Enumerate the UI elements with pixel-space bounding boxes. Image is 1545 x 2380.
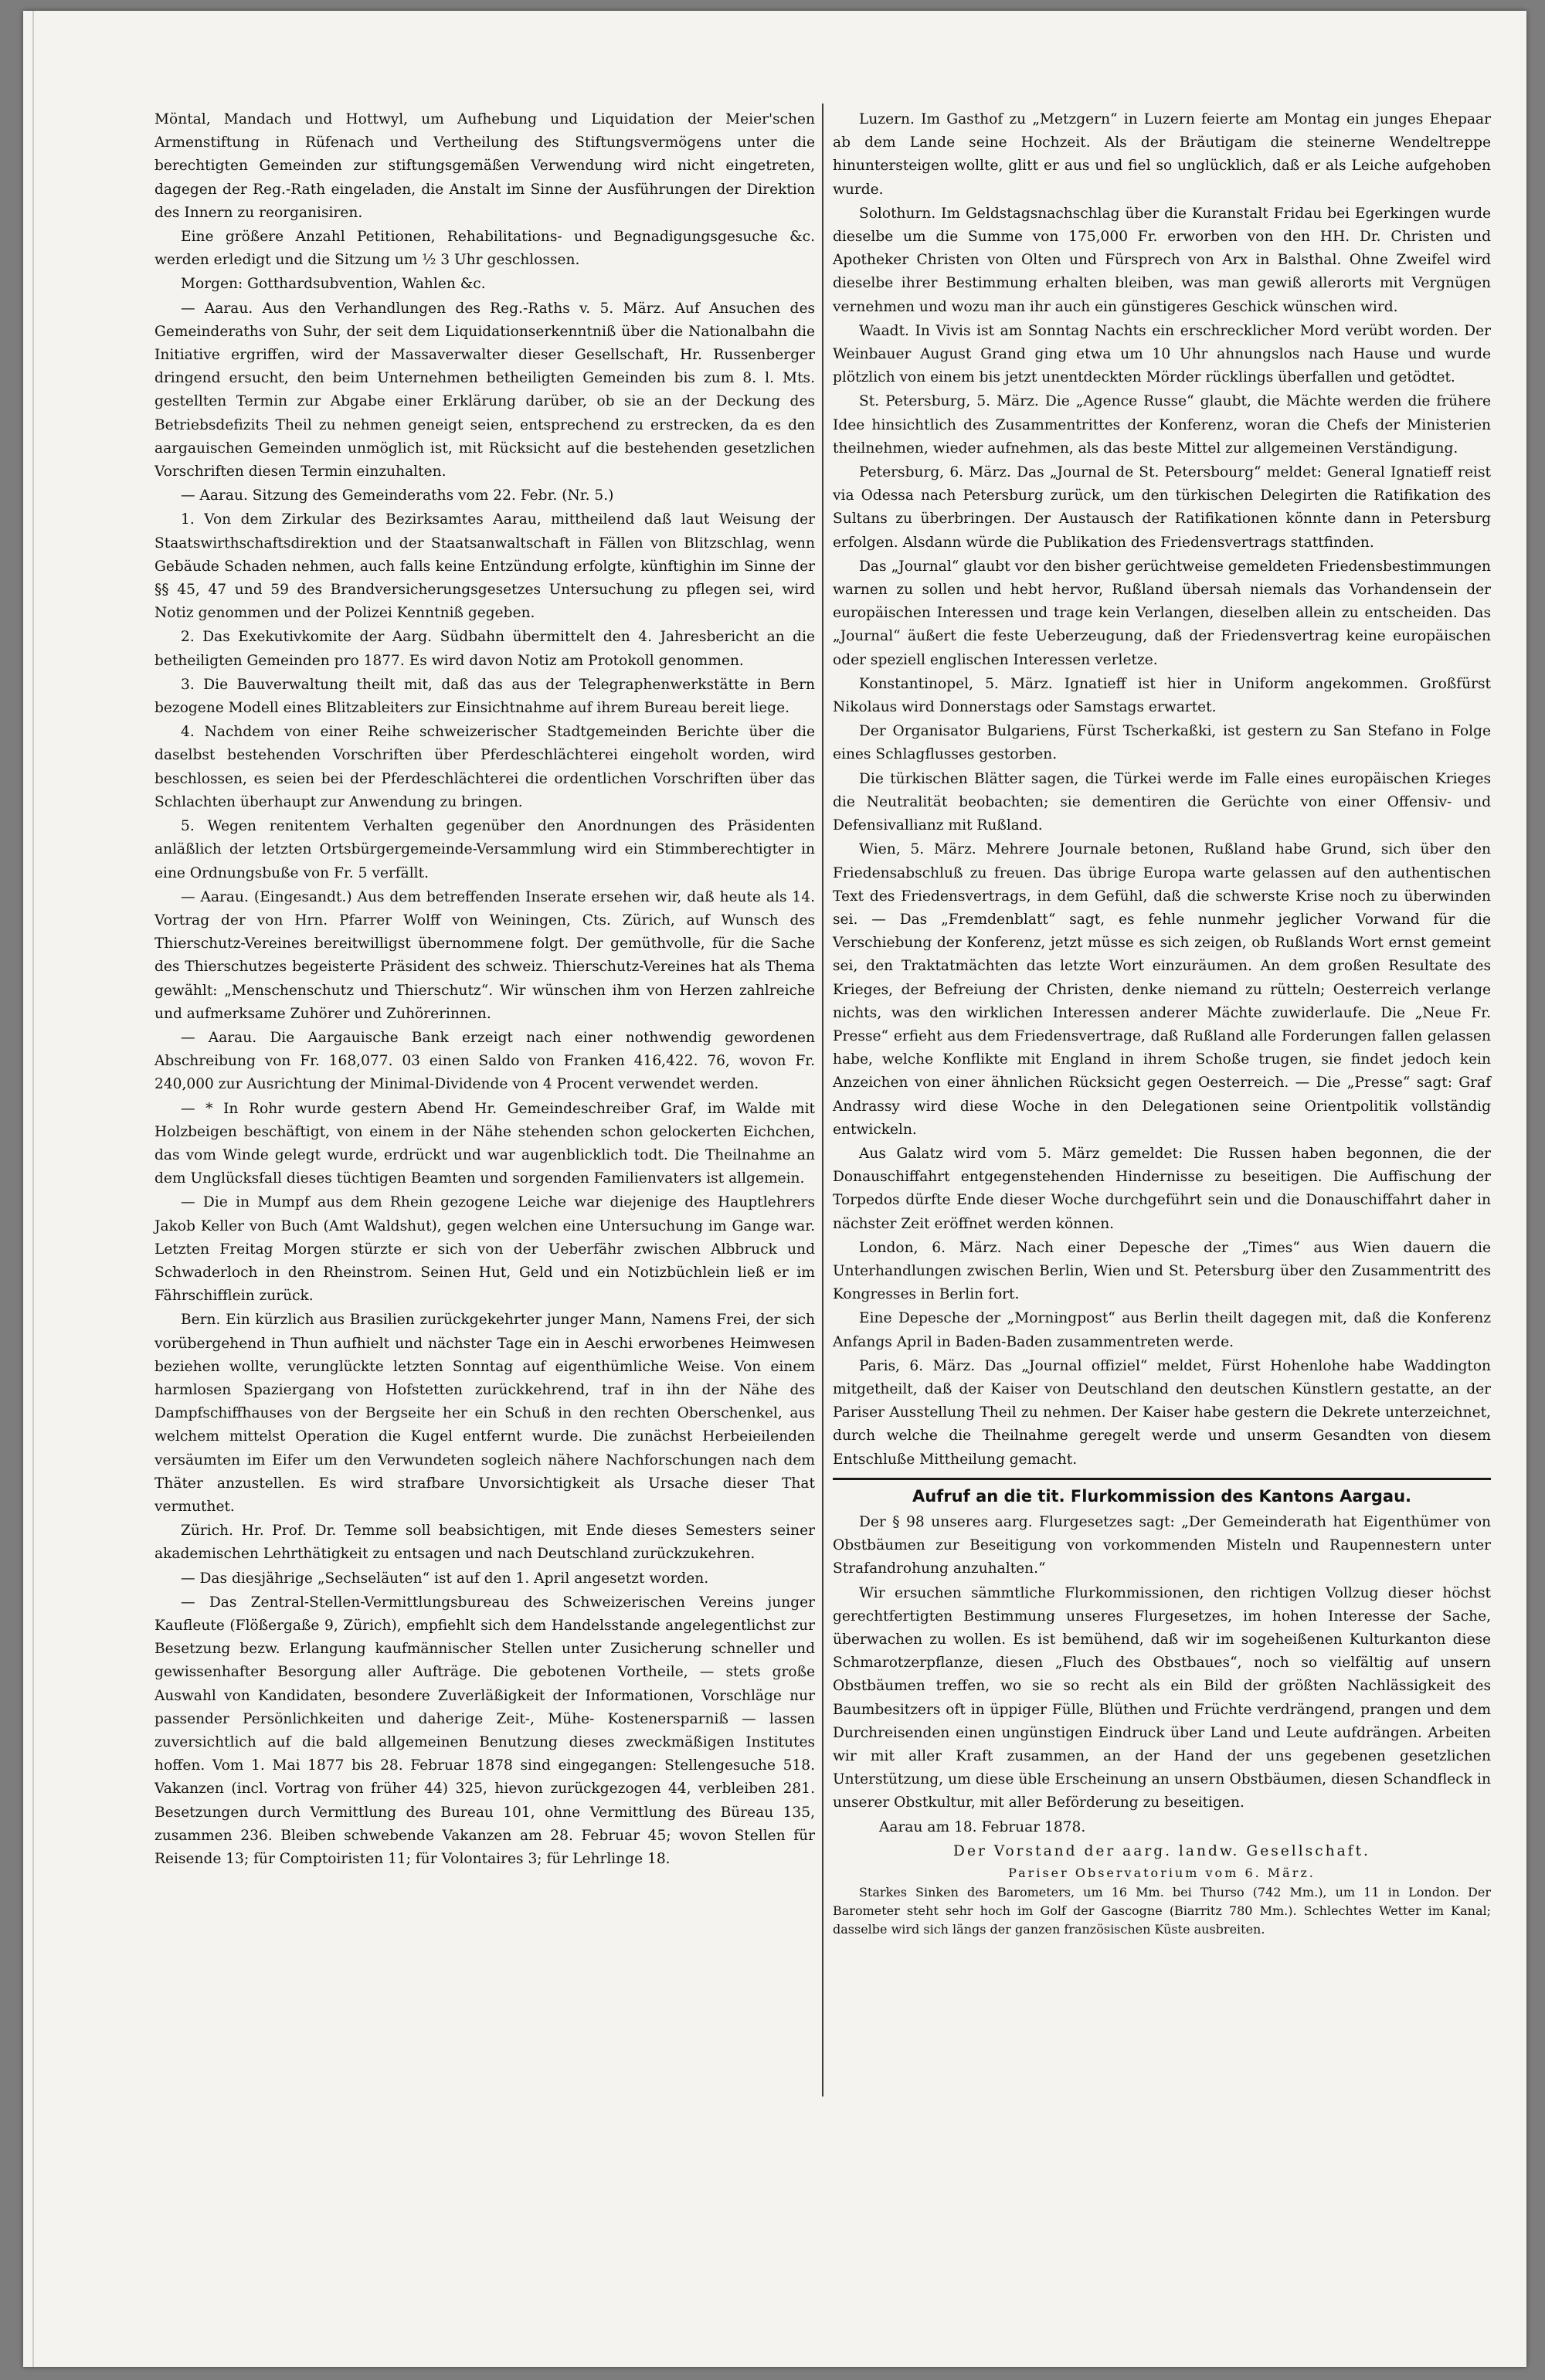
- column-divider: [822, 104, 823, 2097]
- article-paragraph: Bern. Ein kürzlich aus Brasilien zurückgekehrter junger Mann, Namens Frei, der sich vorübergehend in Thun aufhielt und nächster Tage ein in Aeschi erworbenes Heimwesen beziehen wollte, verunglückte letzten Sonntag auf eigenthümliche Weise. Von einem harmlosen Spaziergang von Hofstetten zurückkehrend, traf in ihn der Nähe des Dampfschiffhauses von der Bergseite her ein Schuß in den rechten Oberschenkel, aus welchem mittelst Operation die Kugel entfernt wurde. Die zunächst Herbeieilenden versäumten im Eifer um den Verwundeten sogleich nähere Nachforschungen nach dem Thäter anzustellen. Es wird strafbare Unvorsichtigkeit als Ursache dieser That vermuthet.: [154, 1312, 815, 1515]
- appeal-signature: Der Vorstand der aarg. landw. Gesellschaft.: [953, 1842, 1370, 1859]
- article-paragraph: Wien, 5. März. Mehrere Journale betonen, Rußland habe Grund, sich über den Friedensabschluß zu freuen. Das übrige Europa warte gelassen auf den authentischen Text des Friedensvertrags, in dem Gefühl, daß die schwerste Krise noch zu überwinden sei. — Das „Fremdenblatt“ sagt, es fehle nunmehr jeglicher Vorwand für die Verschiebung der Konferenz, jetzt müsse es sich zeigen, ob Rußlands Wort ernst gemeint sei, den Traktatmächten das letzte Wort einzuräumen. An dem großen Resultate des Krieges, der Befreiung der Christen, denke niemand zu rütteln; Oesterreich verlange nichts, was den wirklichen Interessen anderer Mächte zuwiderlaufe. Die „Neue Fr. Presse“ erfieht aus dem Friedensvertrage, daß Rußland alle Forderungen fallen gelassen habe, welche Konflikte mit England in ihrem Schoße trugen, sie findet jedoch kein Anzeichen von einer ähnlichen Rücksicht gegen Oesterreich. — Die „Presse“ sagt: Graf Andrassy wird diese Woche in den Delegationen seine Orientpolitik vollständig entwickeln.: [833, 841, 1491, 1138]
- article-paragraph: — Die in Mumpf aus dem Rhein gezogene Leiche war diejenige des Hauptlehrers Jakob Keller von Buch (Amt Waldshut), gegen welchen eine Untersuchung im Gange war. Letzten Freitag Morgen stürzte er sich von der Ueberfähr zwischen Albbruck und Schwaderloch in den Rheinstrom. Seinen Hut, Geld und ein Notizbüchlein ließ er im Fährschifflein zurück.: [154, 1194, 815, 1305]
- article-paragraph: — Aarau. (Eingesandt.) Aus dem betreffenden Inserate ersehen wir, daß heute als 14. Vortrag der von Hrn. Pfarrer Wolff von Weiningen, Cts. Zürich, auf Wunsch des Thierschutz-Vereines bereitwilligst übernommene folgt. Der gemüthvolle, für die Sache des Thierschutzes begeisterte Präsident des schweiz. Thierschutz-Vereines hat als Thema gewählt: „Menschenschutz und Thierschutz“. Wir wünschen ihm von Herzen zahlreiche und aufmerksame Zuhörer und Zuhörerinnen.: [154, 888, 815, 1022]
- article-paragraph: Eine größere Anzahl Petitionen, Rehabilitations- und Begnadigungsgesuche &c. werden erledigt und die Sitzung um ½ 3 Uhr geschlossen.: [154, 229, 815, 269]
- article-paragraph: Morgen: Gotthardsubvention, Wahlen &c.: [181, 276, 486, 293]
- article-paragraph: 3. Die Bauverwaltung theilt mit, daß das aus der Telegraphenwerkstätte in Bern bezogene Modell eines Blitzableiters zur Einsichtnahme auf ihrem Bureau bereit liege.: [154, 676, 815, 717]
- article-paragraph: Konstantinopel, 5. März. Ignatieff ist hier in Uniform angekommen. Großfürst Nikolaus wird Donnerstags oder Samstags erwartet.: [833, 675, 1491, 716]
- article-paragraph: Paris, 6. März. Das „Journal offiziel“ meldet, Fürst Hohenlohe habe Waddington mitgetheilt, daß der Kaiser von Deutschland den deutschen Künstlern gestatte, an der Pariser Ausstellung Theil zu nehmen. Der Kaiser habe gestern die Dekrete unterzeichnet, durch welche die Theilnahme geregelt werde und unserm Gesandten von diesem Entschluße Mittheilung gemacht.: [833, 1357, 1491, 1468]
- page-edge-rule: [32, 11, 34, 2367]
- article-paragraph: St. Petersburg, 5. März. Die „Agence Russe“ glaubt, die Mächte werden die frühere Idee hinsichtlich des Zusammentrittes der Konferenz, woran die Chefs der Ministerien theilnehmen, wieder aufnehmen, als das beste Mittel zur allgemeinen Verständigung.: [833, 393, 1491, 457]
- article-paragraph: Eine Depesche der „Morningpost“ aus Berlin theilt dagegen mit, daß die Konferenz Anfangs April in Baden-Baden zusammentreten werde.: [833, 1310, 1491, 1350]
- appeal-place-date: Aarau am 18. Februar 1878.: [879, 1818, 1086, 1835]
- observatory-text: Starkes Sinken des Barometers, um 16 Mm. bei Thurso (742 Mm.), um 11 in London. Der Barometer steht sehr hoch im Golf der Gascogne (Biarritz 780 Mm.). Schlechtes Wetter im Kanal; dasselbe wird sich längs der ganzen französischen Küste ausbreiten.: [833, 1885, 1491, 1937]
- article-paragraph: — Aarau. Sitzung des Gemeinderaths vom 22. Febr. (Nr. 5.): [181, 487, 614, 504]
- article-paragraph: Möntal, Mandach und Hottwyl, um Aufhebung und Liquidation der Meier'schen Armenstiftung in Rüfenach und Vertheilung des Stiftungsvermögens unter die berechtigten Gemeinden zur stiftungsgemäßen Verwendung wird nicht eingetreten, dagegen der Reg.-Rath eingeladen, die Anstalt im Sinne der Ausführungen der Direktion des Innern zu reorganisiren.: [154, 111, 815, 221]
- appeal-paragraph: Wir ersuchen sämmtliche Flurkommissionen, den richtigen Vollzug dieser höchst gerechtfertigten Bestimmung unseres Flurgesetzes, im hohen Interesse der Sache, überwachen zu wollen. Es ist bemühend, daß wir im sogeheißenen Kulturkanton diese Schmarotzerpflanze, diesen „Fluch des Obstbaues“, noch so vielfältig auf unsern Obstbäumen treffen, wo sie so recht als ein Bild der größten Nachlässigkeit des Baumbesitzers oft in üppiger Fülle, Blüthen und Früchte verdrängend, prangen und dem Durchreisenden einen ungünstigen Eindruck über Land und Leute aufdrängen. Arbeiten wir mit aller Kraft zusammen, an der Hand der uns gegebenen gesetzlichen Unterstützung, um diese üble Erscheinung an unsern Obstbäumen, diesen Schandfleck in unserer Obstkultur, mit aller Beförderung zu beseitigen.: [833, 1584, 1491, 1811]
- article-paragraph: Die türkischen Blätter sagen, die Türkei werde im Falle eines europäischen Krieges die Neutralität beobachten; sie dementiren die Gerüchte von einer Offensiv- und Defensivallianz mit Rußland.: [833, 770, 1491, 834]
- article-paragraph: — Aarau. Die Aargauische Bank erzeigt nach einer nothwendig gewordenen Abschreibung von Fr. 168,077. 03 einen Saldo von Franken 416,422. 76, wovon Fr. 240,000 zur Ausrichtung der Minimal-Dividende von 4 Procent verwendet werden.: [154, 1029, 815, 1093]
- article-paragraph: 4. Nachdem von einer Reihe schweizerischer Stadtgemeinden Berichte über die daselbst bestehenden Vorschriften über Pferdeschlächterei eingeholt worden, wird beschlossen, es seien bei der Pferdeschlächterei die ordentlichen Vorschriften über das Schlachten überhaupt zur Anwendung zu bringen.: [154, 724, 815, 810]
- article-paragraph: 1. Von dem Zirkular des Bezirksamtes Aarau, mittheilend daß laut Weisung der Staatswirthschaftsdirektion und der Staatsanwaltschaft in Fällen von Blitzschlag, wenn Gebäude Schaden nehmen, auch falls keine Entzündung erfolgte, künftighin im Sinne der §§ 45, 47 und 59 des Brandversicherungsgesetzes Untersuchung zu pflegen sei, wird Notiz genommen und der Polizei Kenntniß gegeben.: [154, 511, 815, 622]
- appeal-paragraph: Der § 98 unseres aarg. Flurgesetzes sagt: „Der Gemeinderath hat Eigenthümer von Obstbäumen zur Beseitigung von vorkommenden Misteln und Raupennestern unter Strafandrohung anzuhalten.“: [833, 1513, 1491, 1577]
- article-paragraph: Waadt. In Vivis ist am Sonntag Nachts ein erschrecklicher Mord verübt worden. Der Weinbauer August Grand ging etwa um 10 Uhr ahnungslos nach Hause und wurde plötzlich von einem bis jetzt unentdeckten Mörder rücklings überfallen und getödtet.: [833, 322, 1491, 386]
- appeal-title: Aufruf an die tit. Flurkommission des Kantons Aargau.: [912, 1486, 1412, 1506]
- article-paragraph: Solothurn. Im Geldstagsnachschlag über die Kuranstalt Fridau bei Egerkingen wurde dieselbe um die Summe von 175,000 Fr. erworben von den HH. Dr. Christen und Apotheker Christen von Olten und Fürsprech von Arx in Balsthal. Ohne Zweifel wird dieselbe ihrer Bestimmung erhalten bleiben, was man gewiß allerorts mit Vergnügen vernehmen und wozu man ihr auch ein günstigeres Geschick wünschen wird.: [833, 205, 1491, 315]
- article-paragraph: London, 6. März. Nach einer Depesche der „Times“ aus Wien dauern die Unterhandlungen zwischen Berlin, Wien und St. Petersburg über den Zusammentritt des Kongresses in Berlin fort.: [833, 1239, 1491, 1303]
- observatory-title: Pariser Observatorium vom 6. März.: [1008, 1866, 1316, 1881]
- article-paragraph: — * In Rohr wurde gestern Abend Hr. Gemeindeschreiber Graf, im Walde mit Holzbeigen beschäftigt, von einem in der Nähe stehenden schon gelockerten Eichchen, das vom Winde gelegt wurde, erdrückt und war augenblicklich todt. Die Theilnahme an dem Unglücksfall dieses tüchtigen Beamten und sorgenden Familienvaters ist allgemein.: [154, 1100, 815, 1187]
- article-paragraph: 2. Das Exekutivkomite der Aarg. Südbahn übermittelt den 4. Jahresbericht an die betheiligten Gemeinden pro 1877. Es wird davon Notiz am Protokoll genommen.: [154, 629, 815, 669]
- article-paragraph: Luzern. Im Gasthof zu „Metzgern“ in Luzern feierte am Montag ein junges Ehepaar ab dem Lande seine Hochzeit. Als der Bräutigam die steinerne Wendeltreppe hinuntersteigen wollte, glitt er aus und fiel so unglücklich, daß er als Leiche aufgehoben wurde.: [833, 111, 1491, 198]
- article-paragraph: Der Organisator Bulgariens, Fürst Tscherkaßki, ist gestern zu San Stefano in Folge eines Schlagflusses gestorben.: [833, 723, 1491, 763]
- article-paragraph: Aus Galatz wird vom 5. März gemeldet: Die Russen haben begonnen, die der Donauschiffahrt entgegenstehenden Hindernisse zu beseitigen. Die Auffischung der Torpedos dürfte Ende dieser Woche durchgeführt sein und die Donauschiffahrt daher in nächster Zeit eröffnet werden können.: [833, 1145, 1491, 1232]
- article-paragraph: Zürich. Hr. Prof. Dr. Temme soll beabsichtigen, mit Ende dieses Semesters seiner akademischen Lehrthätigkeit zu entsagen und nach Deutschland zurückzukehren.: [154, 1523, 815, 1563]
- article-paragraph: Das „Journal“ glaubt vor den bisher gerüchtweise gemeldeten Friedensbestimmungen warnen zu sollen und hebt hervor, Rußland übersah niemals das Vorhandensein der europäischen Interessen und trage kein Verlangen, dieselben allein zu entscheiden. Das „Journal“ äußert die feste Ueberzeugung, daß der Friedensvertrag keine europäischen oder speziell englischen Interessen verletze.: [833, 558, 1491, 668]
- article-paragraph: Petersburg, 6. März. Das „Journal de St. Petersbourg“ meldet: General Ignatieff reist via Odessa nach Petersburg zurück, um den türkischen Delegirten die Ratifikation des Sultans zu überbringen. Der Austausch der Ratifikationen könnte dann in Petersburg erfolgen. Alsdann würde die Publikation des Friedensvertrags stattfinden.: [833, 464, 1491, 551]
- left-column: [154, 108, 815, 1872]
- newspaper-page: [23, 11, 1526, 2367]
- article-paragraph: — Das diesjährige „Sechseläuten“ ist auf den 1. April angesetzt worden.: [181, 1570, 709, 1587]
- right-column: [833, 108, 1491, 1940]
- article-paragraph: — Aarau. Aus den Verhandlungen des Reg.-Raths v. 5. März. Auf Ansuchen des Gemeinderaths von Suhr, der seit dem Liquidationserkenntniß über die Nationalbahn die Initiative ergriffen, wird der Massaverwalter dieser Gesellschaft, Hr. Russenberger dringend ersucht, den beim Unternehmen betheiligten Gemeinden bis zum 8. l. Mts. gestellten Termin zur Abgabe einer Erklärung darüber, ob sie an der Deckung des Betriebsdefizits Theil zu nehmen geneigt seien, entsprechend zu erstrecken, da es den aargauischen Gemeinden unmöglich ist, mit Rücksicht auf die bestehenden gesetzlichen Vorschriften diesen Termin einzuhalten.: [154, 300, 815, 480]
- appeal-rule: [833, 1478, 1491, 1480]
- article-paragraph: — Das Zentral-Stellen-Vermittlungsbureau des Schweizerischen Vereins junger Kaufleute (Flößergaße 9, Zürich), empfiehlt sich dem Handelsstande angelegentlichst zur Besetzung bezw. Erlangung kaufmännischer Stellen unter Zusicherung schneller und gewissenhafter Besorgung aller Aufträge. Die gebotenen Vortheile, — stets große Auswahl von Kandidaten, besondere Zuverläßigkeit der Informationen, Vorschläge nur passender Persönlichkeiten und daherige Zeit-, Mühe- Kostenersparniß — lassen zuversichtlich auf die bald allgemeinen Benutzung dieses zweckmäßigen Institutes hoffen. Vom 1. Mai 1877 bis 28. Februar 1878 sind eingegangen: Stellengesuche 518. Vakanzen (incl. Vortrag von früher 44) 325, hievon zurückgezogen 44, verbleiben 281. Besetzungen durch Vermittlung des Bureau 101, ohne Vermittlung des Büreau 135, zusammen 236. Bleiben schwebende Vakanzen am 28. Februar 45; wovon Stellen für Reisende 13; für Comptoiristen 11; für Volontaires 3; für Lehrlinge 18.: [154, 1594, 815, 1868]
- article-paragraph: 5. Wegen renitentem Verhalten gegenüber den Anordnungen des Präsidenten anläßlich der letzten Ortsbürgergemeinde-Versammlung wird ein Stimmberechtigter in eine Ordnungsbuße von Fr. 5 verfällt.: [154, 818, 815, 881]
